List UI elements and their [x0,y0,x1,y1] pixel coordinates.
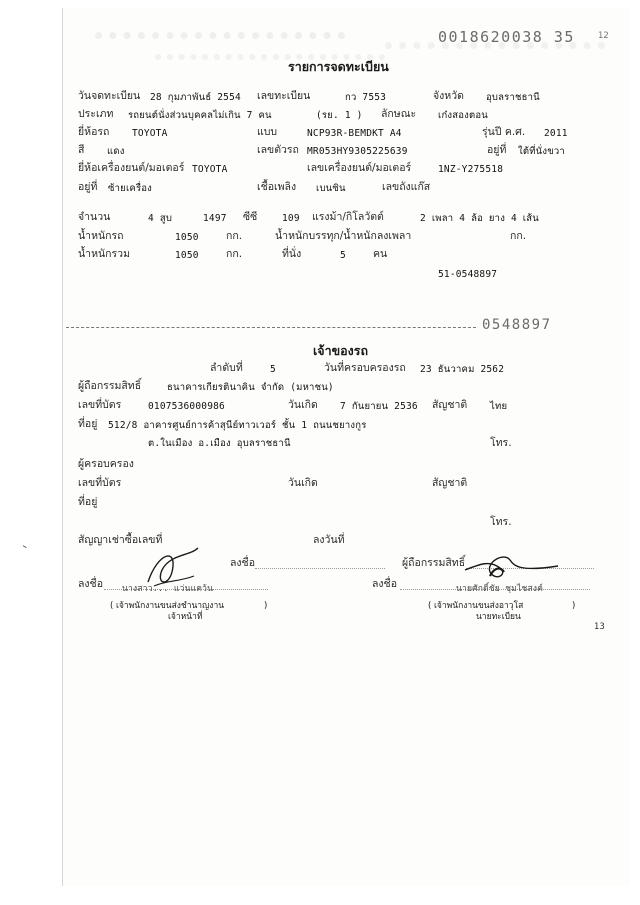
type-label: ประเภท [78,108,114,120]
officer-name: นางสาว... แว่นแคว้น [122,584,214,594]
fuel-type: เบนซิน [316,183,346,194]
page-number: 13 [594,622,605,632]
possessor-card-label: เลขที่บัตร [78,477,122,489]
sign-label: ลงชื่อ [230,557,255,569]
cc-label: ซีซี [243,211,258,223]
possession-date-label: วันที่ครอบครองรถ [324,362,406,374]
registrar-subtitle-close: ) [572,601,576,611]
seats-label: ที่นั่ง [282,248,302,260]
possessor-nationality-label: สัญชาติ [432,477,468,489]
color: แดง [107,146,125,157]
engine-number-label: เลขเครื่องยนต์/มอเตอร์ [307,162,412,174]
registrar-name: นายศักดิ์ชัย ชุมไชสงค์ [456,584,544,594]
lease-date-label: ลงวันที่ [313,534,345,546]
lease-label: สัญญาเช่าซื้อเลขที่ [78,534,163,546]
chassis-location-label: อยู่ที่ [487,144,507,156]
reg-date-label: วันจดทะเบียน [78,90,141,102]
fuel-label: เชื้อเพลิง [257,181,297,193]
separator-serial: 0548897 [482,317,552,333]
engine-brand-label: ยี่ห้อเครื่องยนต์/มอเตอร์ [78,162,185,174]
registrar-title: นายทะเบียน [476,612,521,622]
stray-mark [21,545,26,550]
document-number-suffix: 12 [598,31,609,41]
registration-title: รายการจดทะเบียน [288,59,389,74]
registrar-sign-label: ลงชื่อ [372,578,397,590]
gross-unit: กก. [226,248,243,260]
holder-signature [460,542,570,592]
brand-label: ยี่ห้อรถ [78,126,110,138]
holder-sign-label: ผู้ถือกรรมสิทธิ์ [402,557,466,569]
model: NCP93R-BEMDKT A4 [307,128,402,139]
vehicle-category: (รย. 1 ) [316,110,363,121]
order-label: ลำดับที่ [210,362,243,374]
chassis-location: ใต้ที่นั่งขวา [518,146,565,157]
officer-sign-label: ลงชื่อ [78,578,103,590]
axles-wheels: 2 เพลา 4 ล้อ ยาง 4 เส้น [420,213,539,224]
model-label: แบบ [257,126,278,138]
brand: TOYOTA [132,128,168,139]
engine-number: 1NZ-Y275518 [438,164,504,175]
load-label: น้ำหนักบรรทุก/น้ำหนักลงเพลา [275,230,412,242]
cylinders-label: จำนวน [78,211,111,223]
card-label: เลขที่บัตร [78,399,122,411]
engine-cc: 1497 [203,213,227,224]
weight-unit: กก. [226,230,243,242]
nationality: ไทย [490,401,508,412]
seats: 5 [340,250,346,261]
model-year: 2011 [544,128,568,139]
color-label: สี [78,144,85,156]
horsepower: 109 [282,213,300,224]
province: อุบลราชธานี [486,92,540,103]
born-label: วันเกิด [288,399,318,411]
load-unit: กก. [510,230,527,242]
cylinders: 4 สูบ [148,213,173,224]
body-label: ลักษณะ [381,108,417,120]
chassis-number: MR053HY9305225639 [307,146,408,157]
sign-line [255,568,385,569]
address-line-2: ต.ในเมือง อ.เมือง อุบลราชธานี [148,438,291,449]
possessor-tel-label: โทร. [490,516,512,528]
officer-subtitle: ( เจ้าพนักงานขนส่งชำนาญงาน [110,601,225,611]
card-number: 0107536000986 [148,401,225,412]
address-label: ที่อยู่ [78,418,98,430]
tel-label: โทร. [490,437,512,449]
holder-name: ธนาคารเกียรตินาคิน จำกัด (มหาชน) [167,382,334,393]
address-line-1: 512/8 อาคารศูนย์การค้าสุนีย์ทาวเวอร์ ชั้น 1 ถนนชยางกูร [108,420,367,431]
document-number: 0018620038 35 [438,28,575,46]
owner-title: เจ้าของรถ [313,343,369,358]
order-number: 5 [270,364,276,375]
engine-location-label: อยู่ที่ [78,181,98,193]
chassis-label: เลขตัวรถ [257,144,299,156]
reg-no-label: เลขทะเบียน [257,90,311,102]
nationality-label: สัญชาติ [432,399,468,411]
reg-date: 28 กุมภาพันธ์ 2554 [150,92,241,103]
possessor-label: ผู้ครอบครอง [78,458,134,470]
engine-location: ซ้ายเครื่อง [108,183,152,194]
engine-brand: TOYOTA [192,164,228,175]
officer-title: เจ้าหน้าที่ [168,612,203,622]
reg-no: กว 7553 [345,92,387,103]
year-label: รุ่นปี ค.ศ. [482,126,526,138]
weight-label: น้ำหนักรถ [78,230,124,242]
vehicle-weight: 1050 [175,232,199,243]
officer-signature [138,542,218,592]
province-label: จังหวัด [433,90,464,102]
section-divider [66,327,476,328]
born-date: 7 กันยายน 2536 [340,401,418,412]
possessor-address-label: ที่อยู่ [78,496,98,508]
possession-date: 23 ธันวาคม 2562 [420,364,505,375]
seats-unit: คน [373,248,388,260]
registration-serial: 51-0548897 [438,269,498,280]
officer-subtitle-close: ) [264,601,268,611]
holder-label: ผู้ถือกรรมสิทธิ์ [78,380,142,392]
registrar-subtitle: ( เจ้าพนักงานขนส่งอาวุโส [428,601,524,611]
body-style: เก๋งสองตอน [438,110,488,121]
vehicle-type: รถยนต์นั่งส่วนบุคคลไม่เกิน 7 คน [128,110,272,121]
horsepower-label: แรงม้า/กิโลวัตต์ [312,211,384,223]
gross-weight: 1050 [175,250,199,261]
gas-tank-label: เลขถังแก๊ส [382,181,431,193]
possessor-born-label: วันเกิด [288,477,318,489]
gross-weight-label: น้ำหนักรวม [78,248,130,260]
